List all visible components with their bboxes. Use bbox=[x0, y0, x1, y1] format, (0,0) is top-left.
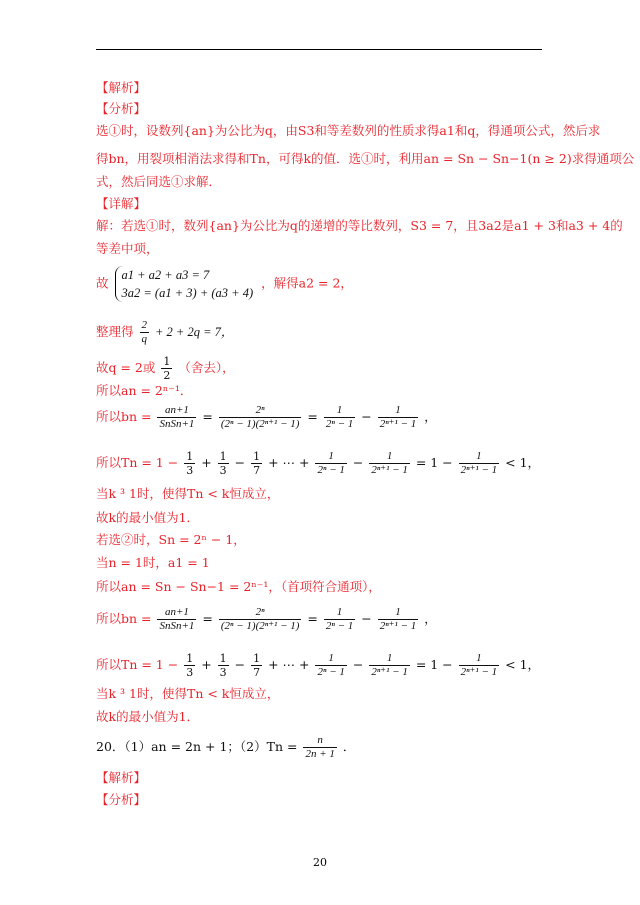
text-line: 式，然后同选①求解． bbox=[96, 174, 222, 189]
text-line: 故k的最小值为1． bbox=[96, 709, 200, 724]
fraction: $\frac{\text{2ⁿ}}{\text{(2ⁿ − 1)(2ⁿ⁺¹ − 1)}}$ bbox=[220, 606, 300, 632]
fraction: $\frac{1}{3}$ bbox=[186, 450, 194, 477]
fraction: $\frac{1}{\text{2ⁿ − 1}}$ bbox=[317, 450, 345, 476]
fraction: $\frac{1}{7}$ bbox=[253, 652, 261, 679]
fraction: $\frac{1}{\text{2ⁿ⁺¹ − 1}}$ bbox=[460, 652, 498, 678]
fraction: $\frac{2}{q}$ bbox=[141, 319, 147, 345]
fraction: $\frac{\text{2ⁿ}}{\text{(2ⁿ − 1)(2ⁿ⁺¹ − 1)}}$ bbox=[220, 404, 300, 430]
fraction: $\frac{1}{\text{2ⁿ⁺¹ − 1}}$ bbox=[379, 404, 417, 430]
text-line: 若选②时，Sn = 2ⁿ − 1， bbox=[96, 532, 246, 547]
fraction: $\frac{1}{\text{2ⁿ − 1}}$ bbox=[325, 404, 354, 430]
equation-line: 所以Tn = 1 − $\frac{1}{3}$ + $\frac{1}{3}$ − $\frac{1}{7}$ + ⋯ + $\frac{1}{\text{2ⁿ − 1}}$ − $\frac{1}{\text{2ⁿ⁺¹ − 1}}$ = 1 − $\frac{1}{\text{2ⁿ⁺¹ − 1}}$ < 1， bbox=[96, 652, 541, 679]
answer-line-20: 20．（1）an = 2n + 1；（2）Tn = $\frac{n}{2n + 1}$ ． bbox=[96, 734, 356, 760]
section-label-breakdown: 【分析】 bbox=[96, 792, 147, 807]
fraction: $\frac{1}{\text{2ⁿ − 1}}$ bbox=[325, 606, 354, 632]
equation-system-line: 故 a1 + a2 + a3 = 7 3a2 = (a1 + 3) + (a3 + 4) ，解得a2 = 2， bbox=[96, 268, 353, 300]
page-number: 20 bbox=[313, 856, 327, 869]
equation-line: 所以Tn = 1 − $\frac{1}{3}$ + $\frac{1}{3}$ − $\frac{1}{7}$ + ⋯ + $\frac{1}{\text{2ⁿ − 1}}$ − $\frac{1}{\text{2ⁿ⁺¹ − 1}}$ = 1 − $\frac{1}{\text{2ⁿ⁺¹ − 1}}$ < 1， bbox=[96, 450, 541, 477]
equation-line: 所以an = 2ⁿ⁻¹． bbox=[96, 383, 193, 398]
text-line: 当k ³ 1时，使得Tn < k恒成立， bbox=[96, 686, 280, 701]
text-line: 等差中项， bbox=[96, 241, 159, 256]
text-line: 当n = 1时，a1 = 1 bbox=[96, 555, 210, 570]
equation-line: 整理得 $\frac{2}{q}$ + 2 + 2q = 7， bbox=[96, 319, 234, 345]
text-line: 当k ³ 1时，使得Tn < k恒成立， bbox=[96, 486, 280, 501]
fraction: $\frac{1}{7}$ bbox=[253, 450, 261, 477]
equation-system: a1 + a2 + a3 = 7 3a2 = (a1 + 3) + (a3 + 4) bbox=[115, 266, 258, 302]
fraction: $\frac{1}{\text{2ⁿ − 1}}$ bbox=[317, 652, 345, 678]
fraction: $\frac{1}{\text{2ⁿ⁺¹ − 1}}$ bbox=[371, 450, 408, 476]
fraction: $\frac{1}{3}$ bbox=[219, 652, 227, 679]
section-label-analysis: 【解析】 bbox=[96, 770, 147, 785]
text-line: 解：若选①时，数列{an}为公比为q的递增的等比数列，S3 = 7，且3a2是a1 + 3和a3 + 4的 bbox=[96, 218, 623, 233]
fraction: $\frac{1}{3}$ bbox=[219, 450, 227, 477]
text-line: 故k的最小值为1． bbox=[96, 510, 200, 525]
fraction: $\frac{n}{2n + 1}$ bbox=[305, 734, 335, 760]
header-rule bbox=[96, 49, 542, 50]
equation-line: 所以bn = $\frac{an+1}{\text{SnSn+1}}$ = $\frac{\text{2ⁿ}}{\text{(2ⁿ − 1)(2ⁿ⁺¹ − 1)}}$ = $\frac{1}{\text{2ⁿ − 1}}$ − $\frac{1}{\text{2ⁿ⁺¹ − 1}}$ ， bbox=[96, 606, 437, 632]
section-label-breakdown: 【分析】 bbox=[96, 101, 147, 116]
fraction: $\frac{an+1}{\text{SnSn+1}}$ bbox=[159, 606, 195, 632]
fraction: $\frac{1}{\text{2ⁿ⁺¹ − 1}}$ bbox=[460, 450, 498, 476]
fraction: $\frac{1}{\text{2ⁿ⁺¹ − 1}}$ bbox=[371, 652, 408, 678]
section-label-detail: 【详解】 bbox=[96, 196, 147, 211]
text-line: 所以an = Sn − Sn−1 = 2ⁿ⁻¹，（首项符合通项）， bbox=[96, 579, 381, 594]
fraction: $\frac{an+1}{\text{SnSn+1}}$ bbox=[159, 404, 195, 430]
fraction: $\frac{1}{\text{2ⁿ⁺¹ − 1}}$ bbox=[379, 606, 417, 632]
text-line: 得bn，用裂项相消法求得和Tn，可得k的值．选①时，利用an = Sn − Sn−1(n ≥ 2)求得通项公 bbox=[96, 151, 635, 166]
fraction: $\frac{1}{3}$ bbox=[186, 652, 194, 679]
fraction: $\frac{1}{2}$ bbox=[163, 355, 171, 382]
equation-line: 所以bn = $\frac{an+1}{\text{SnSn+1}}$ = $\frac{\text{2ⁿ}}{\text{(2ⁿ − 1)(2ⁿ⁺¹ − 1)}}$ = $\frac{1}{\text{2ⁿ − 1}}$ − $\frac{1}{\text{2ⁿ⁺¹ − 1}}$ ， bbox=[96, 404, 437, 430]
section-label-analysis: 【解析】 bbox=[96, 80, 147, 95]
text-line: 选①时，设数列{an}为公比为q，由S3和等差数列的性质求得a1和q，得通项公式，然后求 bbox=[96, 123, 601, 138]
equation-line: 故q = 2或 $\frac{1}{2}$ （舍去）， bbox=[96, 355, 235, 382]
